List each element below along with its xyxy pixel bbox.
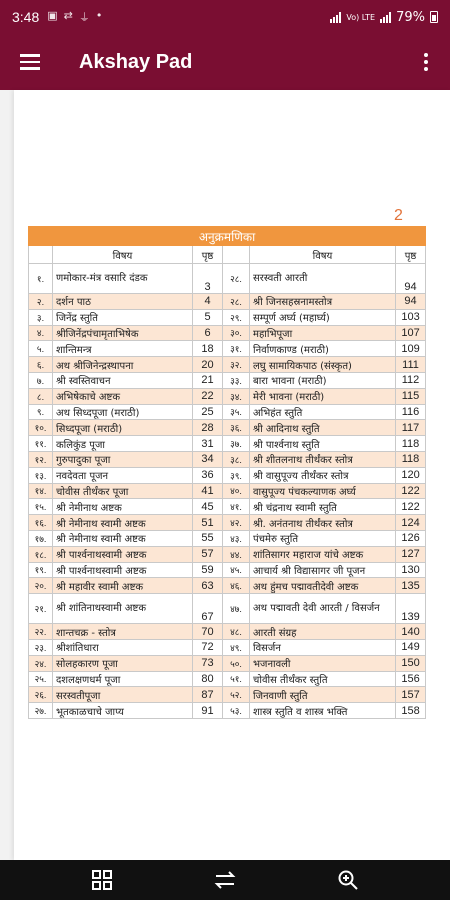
toc-row bbox=[29, 624, 426, 640]
entry-number: २९. bbox=[223, 309, 250, 325]
entry-page: 157 bbox=[396, 687, 426, 703]
status-bar bbox=[0, 0, 450, 34]
entry-page: 94 bbox=[396, 294, 426, 310]
entry-page: 111 bbox=[396, 357, 426, 373]
toc-row bbox=[29, 562, 426, 578]
entry-title: श्री आदिनाथ स्तुति bbox=[250, 420, 396, 436]
entry-page: 140 bbox=[396, 624, 426, 640]
entry-number: ४१. bbox=[223, 499, 250, 515]
entry-number: ३८. bbox=[223, 451, 250, 467]
signal-icon-2 bbox=[380, 12, 391, 23]
toc-row bbox=[29, 703, 426, 719]
toc-row bbox=[29, 294, 426, 310]
menu-icon[interactable] bbox=[0, 34, 60, 90]
entry-page: 91 bbox=[193, 703, 223, 719]
entry-title: श्री चंद्रनाथ स्वामी स्तुति bbox=[250, 499, 396, 515]
entry-title: शास्त्र स्तुति व शास्त्र भक्ति bbox=[250, 703, 396, 719]
entry-title: सोलहकारण पूजा bbox=[53, 655, 193, 671]
entry-page: 5 bbox=[193, 309, 223, 325]
entry-title: भूतकाळचाचे जाप्य bbox=[53, 703, 193, 719]
image-notification-icon: ▣ bbox=[47, 9, 58, 22]
battery-percent: 79% bbox=[396, 9, 425, 25]
entry-number: ४०. bbox=[223, 483, 250, 499]
entry-page: 149 bbox=[396, 639, 426, 655]
entry-page: 139 bbox=[396, 594, 426, 624]
entry-title: बारा भावना (मराठी) bbox=[250, 372, 396, 388]
entry-number: ५३. bbox=[223, 703, 250, 719]
entry-page: 57 bbox=[193, 546, 223, 562]
entry-page: 122 bbox=[396, 499, 426, 515]
toc-row bbox=[29, 515, 426, 531]
entry-title: महाभिपूजा bbox=[250, 325, 396, 341]
entry-title: अथ सिध्दपूजा (मराठी) bbox=[53, 404, 193, 420]
entry-number: २४. bbox=[29, 655, 53, 671]
entry-page: 3 bbox=[193, 264, 223, 294]
entry-title: श्री नेमीनाथ अष्टक bbox=[53, 499, 193, 515]
entry-title: भजनावली bbox=[250, 655, 396, 671]
entry-page: 28 bbox=[193, 420, 223, 436]
entry-number: २३. bbox=[29, 639, 53, 655]
toc-row bbox=[29, 467, 426, 483]
entry-title: लघु सामायिकपाठ (संस्कृत) bbox=[250, 357, 396, 373]
entry-number: ३१. bbox=[223, 341, 250, 357]
entry-title: निर्वाणकाण्ड (मराठी) bbox=[250, 341, 396, 357]
page-number: 2 bbox=[394, 207, 403, 224]
entry-title: सिध्दपूजा (मराठी) bbox=[53, 420, 193, 436]
toc-row bbox=[29, 325, 426, 341]
entry-number: ३७. bbox=[223, 436, 250, 452]
col-topic-right: विषय bbox=[250, 246, 396, 264]
entry-number: ३२. bbox=[223, 357, 250, 373]
usb-notification-icon: ⏚ bbox=[78, 11, 90, 24]
entry-title: शान्तचक्र - स्तोत्र bbox=[53, 624, 193, 640]
entry-page: 120 bbox=[396, 467, 426, 483]
entry-page: 122 bbox=[396, 483, 426, 499]
entry-number: ९. bbox=[29, 404, 53, 420]
entry-number: ४५. bbox=[223, 562, 250, 578]
entry-page: 150 bbox=[396, 655, 426, 671]
entry-page: 73 bbox=[193, 655, 223, 671]
entry-title: मेरी भावना (मराठी) bbox=[250, 388, 396, 404]
dot-notification-icon: • bbox=[95, 9, 103, 22]
entry-page: 135 bbox=[396, 578, 426, 594]
entry-page: 87 bbox=[193, 687, 223, 703]
entry-title: णमोकार-मंत्र वसारि दंडक bbox=[53, 264, 193, 294]
entry-number: १४. bbox=[29, 483, 53, 499]
entry-page: 25 bbox=[193, 404, 223, 420]
entry-page: 20 bbox=[193, 357, 223, 373]
entry-title: श्रीजिनेंद्रपंचामृताभिषेक bbox=[53, 325, 193, 341]
entry-page: 70 bbox=[193, 624, 223, 640]
toc-row bbox=[29, 309, 426, 325]
entry-number: २. bbox=[29, 294, 53, 310]
toc-row bbox=[29, 594, 426, 624]
entry-number: १३. bbox=[29, 467, 53, 483]
toc-row bbox=[29, 436, 426, 452]
toc-row bbox=[29, 530, 426, 546]
entry-title: अथ पद्मावती देवी आरती / विसर्जन bbox=[250, 594, 396, 624]
entry-page: 67 bbox=[193, 594, 223, 624]
entry-number: ४८. bbox=[223, 624, 250, 640]
entry-number: ७. bbox=[29, 372, 53, 388]
entry-page: 109 bbox=[396, 341, 426, 357]
entry-page: 130 bbox=[396, 562, 426, 578]
toc-table bbox=[28, 226, 426, 719]
entry-title: श्री वासुपूज्य तीर्थंकर स्तोत्र bbox=[250, 467, 396, 483]
entry-page: 80 bbox=[193, 671, 223, 687]
entry-number: ४७. bbox=[223, 594, 250, 624]
notification-icons bbox=[47, 9, 102, 25]
grid-view-icon[interactable] bbox=[82, 860, 122, 900]
entry-page: 4 bbox=[193, 294, 223, 310]
entry-number: २१. bbox=[29, 594, 53, 624]
toc-banner: अनुक्रमणिका bbox=[29, 227, 426, 246]
entry-page: 63 bbox=[193, 578, 223, 594]
entry-title: आचार्य श्री विद्यासागर जी पूजन bbox=[250, 562, 396, 578]
toc-row bbox=[29, 264, 426, 294]
entry-page: 18 bbox=[193, 341, 223, 357]
entry-number: ४३. bbox=[223, 530, 250, 546]
entry-number: ३५. bbox=[223, 404, 250, 420]
entry-title: जिनेंद्र स्तुति bbox=[53, 309, 193, 325]
entry-page: 59 bbox=[193, 562, 223, 578]
entry-title: जिनवाणी स्तुति bbox=[250, 687, 396, 703]
entry-page: 21 bbox=[193, 372, 223, 388]
entry-page: 36 bbox=[193, 467, 223, 483]
toc-row bbox=[29, 357, 426, 373]
entry-number: ३४. bbox=[223, 388, 250, 404]
toc-row bbox=[29, 372, 426, 388]
entry-number: २८. bbox=[223, 294, 250, 310]
entry-title: श्री महावीर स्वामी अष्टक bbox=[53, 578, 193, 594]
entry-number: ४२. bbox=[223, 515, 250, 531]
entry-page: 6 bbox=[193, 325, 223, 341]
entry-title: पंचमेरु स्तुति bbox=[250, 530, 396, 546]
entry-title: दशलक्षणधर्म पूजा bbox=[53, 671, 193, 687]
entry-title: कलिकुंड पूजा bbox=[53, 436, 193, 452]
toc-row bbox=[29, 483, 426, 499]
entry-title: दर्शन पाठ bbox=[53, 294, 193, 310]
zoom-in-icon[interactable] bbox=[328, 860, 368, 900]
entry-number: ४६. bbox=[223, 578, 250, 594]
entry-number: १८. bbox=[29, 546, 53, 562]
entry-title: श्री पार्श्वनाथस्वामी अष्टक bbox=[53, 546, 193, 562]
entry-page: 118 bbox=[396, 436, 426, 452]
entry-title: श्री नेमीनाथ स्वामी अष्टक bbox=[53, 530, 193, 546]
entry-number: ५. bbox=[29, 341, 53, 357]
entry-number: ८. bbox=[29, 388, 53, 404]
toc-row bbox=[29, 671, 426, 687]
entry-page: 72 bbox=[193, 639, 223, 655]
entry-title: श्री पार्श्वनाथ स्तुति bbox=[250, 436, 396, 452]
col-page-right: पृष्ठ bbox=[396, 246, 426, 264]
entry-page: 156 bbox=[396, 671, 426, 687]
entry-number: ५०. bbox=[223, 655, 250, 671]
entry-title: श्री. अनंतनाथ तीर्थंकर स्तोत्र bbox=[250, 515, 396, 531]
entry-number: १२. bbox=[29, 451, 53, 467]
entry-page: 115 bbox=[396, 388, 426, 404]
entry-number: १. bbox=[29, 264, 53, 294]
toc-row bbox=[29, 420, 426, 436]
entry-number: ४४. bbox=[223, 546, 250, 562]
entry-number: ३०. bbox=[223, 325, 250, 341]
entry-page: 31 bbox=[193, 436, 223, 452]
entry-title: सम्पूर्ण अर्घ्य (महार्घ्य) bbox=[250, 309, 396, 325]
toc-row bbox=[29, 687, 426, 703]
entry-title: सरस्वतीपूजा bbox=[53, 687, 193, 703]
entry-title: अथ श्रीजिनेन्द्रस्थापना bbox=[53, 357, 193, 373]
entry-number: ३६. bbox=[223, 420, 250, 436]
entry-page: 158 bbox=[396, 703, 426, 719]
entry-page: 22 bbox=[193, 388, 223, 404]
entry-title: वासुपूज्य पंचकल्याणक अर्घ्य bbox=[250, 483, 396, 499]
entry-number: ५२. bbox=[223, 687, 250, 703]
col-topic-left: विषय bbox=[53, 246, 193, 264]
entry-number: १५. bbox=[29, 499, 53, 515]
entry-page: 55 bbox=[193, 530, 223, 546]
toc-row bbox=[29, 546, 426, 562]
pdf-viewer[interactable] bbox=[0, 90, 450, 860]
entry-page: 41 bbox=[193, 483, 223, 499]
toc-row bbox=[29, 578, 426, 594]
toc-row bbox=[29, 655, 426, 671]
toc-row bbox=[29, 451, 426, 467]
entry-number: १९. bbox=[29, 562, 53, 578]
entry-number: ४. bbox=[29, 325, 53, 341]
entry-page: 118 bbox=[396, 451, 426, 467]
app-title: Akshay Pad bbox=[79, 50, 193, 73]
entry-number: ५१. bbox=[223, 671, 250, 687]
entry-title: अभिषेकाचे अष्टक bbox=[53, 388, 193, 404]
entry-title: विसर्जन bbox=[250, 639, 396, 655]
entry-page: 51 bbox=[193, 515, 223, 531]
entry-title: अथ हुंमच पद्मावतीदेवी अष्टक bbox=[250, 578, 396, 594]
entry-number: २८. bbox=[223, 264, 250, 294]
entry-page: 34 bbox=[193, 451, 223, 467]
entry-page: 103 bbox=[396, 309, 426, 325]
entry-number: ४९. bbox=[223, 639, 250, 655]
bottom-toolbar bbox=[0, 860, 450, 900]
entry-number: १०. bbox=[29, 420, 53, 436]
status-time: 3:48 bbox=[12, 9, 40, 25]
entry-number: २६. bbox=[29, 687, 53, 703]
entry-page: 45 bbox=[193, 499, 223, 515]
entry-page: 107 bbox=[396, 325, 426, 341]
entry-title: श्री जिनसहस्रनामस्तोत्र bbox=[250, 294, 396, 310]
entry-number: ३३. bbox=[223, 372, 250, 388]
entry-number: ६. bbox=[29, 357, 53, 373]
entry-number: २२. bbox=[29, 624, 53, 640]
entry-title: श्री पार्श्वनाथस्वामी अष्टक bbox=[53, 562, 193, 578]
entry-title: श्री नेमीनाथ स्वामी अष्टक bbox=[53, 515, 193, 531]
col-page-left: पृष्ठ bbox=[193, 246, 223, 264]
entry-page: 127 bbox=[396, 546, 426, 562]
entry-title: सरस्वती आरती bbox=[250, 264, 396, 294]
entry-page: 94 bbox=[396, 264, 426, 294]
toc-row bbox=[29, 388, 426, 404]
entry-title: शान्तिमन्त्र bbox=[53, 341, 193, 357]
entry-page: 116 bbox=[396, 404, 426, 420]
entry-title: नवदेवता पूजन bbox=[53, 467, 193, 483]
entry-title: शांतिसागर महाराज यांचे अष्टक bbox=[250, 546, 396, 562]
entry-title: श्री शांतिनाथस्वामी अष्टक bbox=[53, 594, 193, 624]
entry-title: आरती संग्रह bbox=[250, 624, 396, 640]
entry-number: १६. bbox=[29, 515, 53, 531]
entry-page: 112 bbox=[396, 372, 426, 388]
more-options-icon[interactable] bbox=[402, 34, 450, 90]
battery-icon bbox=[430, 11, 438, 23]
entry-number: १७. bbox=[29, 530, 53, 546]
entry-title: श्रीशांतिधारा bbox=[53, 639, 193, 655]
entry-title: चोवीस तीर्थंकर स्तुति bbox=[250, 671, 396, 687]
pdf-page bbox=[14, 90, 450, 860]
entry-title: गुरुपादुका पूजा bbox=[53, 451, 193, 467]
entry-title: श्री शीतलनाथ तीर्थंकर स्तोत्र bbox=[250, 451, 396, 467]
entry-number: ३९. bbox=[223, 467, 250, 483]
network-type-label: Vo) LTE bbox=[346, 12, 376, 22]
swap-direction-icon[interactable] bbox=[205, 860, 245, 900]
entry-number: ११. bbox=[29, 436, 53, 452]
toc-row bbox=[29, 404, 426, 420]
app-bar bbox=[0, 34, 450, 90]
entry-title: अभिहंत स्तुति bbox=[250, 404, 396, 420]
toc-row bbox=[29, 341, 426, 357]
entry-page: 126 bbox=[396, 530, 426, 546]
entry-number: २७. bbox=[29, 703, 53, 719]
toc-row bbox=[29, 639, 426, 655]
entry-page: 124 bbox=[396, 515, 426, 531]
entry-title: श्री स्वस्तिवाचन bbox=[53, 372, 193, 388]
sync-notification-icon: ⇄ bbox=[63, 9, 73, 22]
entry-title: चोवीस तीर्थंकर पूजा bbox=[53, 483, 193, 499]
toc-row bbox=[29, 499, 426, 515]
entry-number: २०. bbox=[29, 578, 53, 594]
entry-number: ३. bbox=[29, 309, 53, 325]
signal-icon bbox=[330, 12, 341, 23]
entry-page: 117 bbox=[396, 420, 426, 436]
entry-number: २५. bbox=[29, 671, 53, 687]
